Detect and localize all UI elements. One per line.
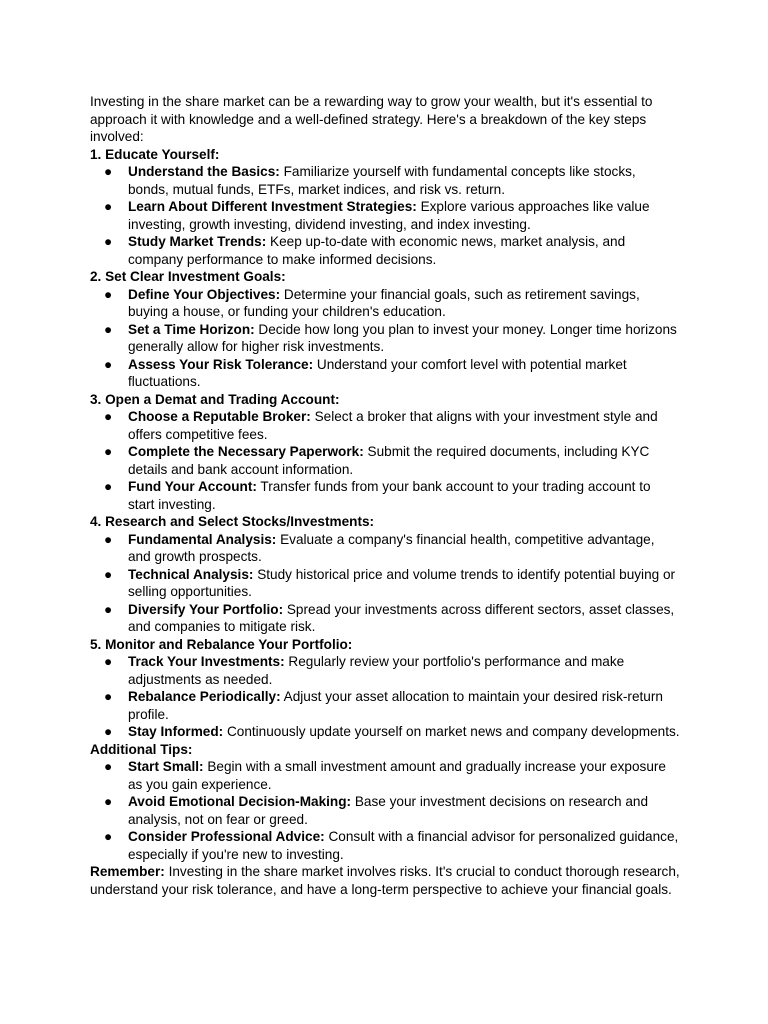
list-item bbox=[90, 828, 680, 863]
item-text: Select a broker that aligns with your investment style and offers competitive fees. bbox=[128, 409, 658, 442]
list-item bbox=[90, 198, 680, 233]
section-list-tips bbox=[90, 758, 680, 863]
section-list-account bbox=[90, 408, 680, 513]
item-term: Diversify Your Portfolio: bbox=[128, 601, 284, 617]
list-item bbox=[90, 408, 680, 443]
item-term: Complete the Necessary Paperwork: bbox=[128, 444, 364, 459]
item-term: Consider Professional Advice: bbox=[128, 829, 325, 844]
item-term: Track Your Investments: bbox=[128, 654, 285, 669]
bullet-icon: ● bbox=[104, 759, 113, 774]
list-item bbox=[90, 163, 680, 198]
list-item bbox=[90, 443, 680, 478]
item-text: Adjust your asset allocation to maintain your desired risk-return profile. bbox=[128, 689, 663, 722]
item-term: Fund Your Account: bbox=[128, 479, 257, 494]
list-item bbox=[90, 793, 680, 828]
section-list-educate bbox=[90, 163, 680, 268]
item-term: Learn About Different Investment Strategies: bbox=[128, 199, 417, 214]
list-item bbox=[90, 758, 680, 793]
section-heading-goals: 2. Set Clear Investment Goals: bbox=[90, 269, 286, 284]
bullet-icon: ● bbox=[104, 531, 113, 547]
list-item bbox=[90, 321, 680, 356]
item-text: Consult with a financial advisor for personalized guidance, especially if you're new to investing. bbox=[128, 829, 679, 862]
item-text: Study historical price and volume trends to identify potential buying or selling opportunities. bbox=[128, 566, 676, 599]
bullet-icon: ● bbox=[104, 321, 113, 337]
item-term: Avoid Emotional Decision-Making: bbox=[128, 794, 352, 809]
bullet-icon: ● bbox=[104, 829, 113, 844]
item-term: Start Small: bbox=[128, 759, 204, 774]
item-text: Understand your comfort level with potential market fluctuations. bbox=[128, 356, 627, 389]
list-item bbox=[90, 723, 680, 741]
list-item bbox=[90, 356, 680, 391]
list-item bbox=[90, 653, 680, 688]
section-heading-tips: Additional Tips: bbox=[90, 741, 193, 757]
intro-paragraph: Investing in the share market can be a rewarding way to grow your wealth, but it's essential to approach it with knowledge and a well-defined strategy. Here's a breakdown of the key steps involved: bbox=[90, 94, 653, 144]
item-text: Evaluate a company's financial health, competitive advantage, and growth prospects. bbox=[128, 531, 655, 564]
remember-text: Investing in the share market involves risks. It's crucial to conduct thorough research, understand your risk tolerance, and have a long-term perspective to achieve your financial goals. bbox=[90, 864, 680, 897]
section-heading-account: 3. Open a Demat and Trading Account: bbox=[90, 391, 340, 407]
item-term: Define Your Objectives: bbox=[128, 286, 281, 302]
bullet-icon: ● bbox=[104, 286, 113, 302]
item-term: Assess Your Risk Tolerance: bbox=[128, 356, 314, 372]
list-item bbox=[90, 566, 680, 601]
item-text: Familiarize yourself with fundamental concepts like stocks, bonds, mutual funds, ETFs, market indices, and risk vs. return. bbox=[128, 164, 636, 197]
item-term: Set a Time Horizon: bbox=[128, 321, 255, 337]
bullet-icon: ● bbox=[104, 356, 113, 372]
bullet-icon: ● bbox=[104, 566, 113, 582]
section-list-goals bbox=[90, 286, 680, 391]
item-term: Rebalance Periodically: bbox=[128, 689, 281, 704]
bullet-icon: ● bbox=[104, 724, 113, 739]
document-body bbox=[90, 93, 680, 898]
list-item bbox=[90, 531, 680, 566]
bullet-icon: ● bbox=[104, 444, 113, 459]
item-term: Fundamental Analysis: bbox=[128, 531, 277, 547]
item-term: Choose a Reputable Broker: bbox=[128, 409, 311, 424]
section-list-monitor bbox=[90, 653, 680, 741]
item-text: Submit the required documents, including KYC details and bank account information. bbox=[128, 444, 650, 477]
bullet-icon: ● bbox=[104, 689, 113, 704]
section-list-research bbox=[90, 531, 680, 636]
list-item bbox=[90, 233, 680, 268]
item-text: Keep up-to-date with economic news, market analysis, and company performance to make informed decisions. bbox=[128, 234, 626, 267]
item-text: Decide how long you plan to invest your money. Longer time horizons generally allow for higher risk investments. bbox=[128, 321, 677, 354]
item-text: Continuously update yourself on market news and company developments. bbox=[223, 724, 680, 739]
bullet-icon: ● bbox=[104, 164, 113, 179]
bullet-icon: ● bbox=[104, 654, 113, 669]
remember-paragraph bbox=[90, 863, 680, 898]
section-heading-monitor: 5. Monitor and Rebalance Your Portfolio: bbox=[90, 636, 353, 652]
remember-term: Remember: bbox=[90, 864, 165, 879]
bullet-icon: ● bbox=[104, 794, 113, 809]
bullet-icon: ● bbox=[104, 479, 113, 494]
item-text: Regularly review your portfolio's performance and make adjustments as needed. bbox=[128, 654, 625, 687]
list-item bbox=[90, 688, 680, 723]
list-item bbox=[90, 478, 680, 513]
bullet-icon: ● bbox=[104, 234, 113, 249]
item-term: Technical Analysis: bbox=[128, 566, 254, 582]
item-text: Begin with a small investment amount and gradually increase your exposure as you gain experience. bbox=[128, 759, 666, 792]
item-text: Transfer funds from your bank account to your trading account to start investing. bbox=[128, 479, 651, 512]
section-heading-educate: 1. Educate Yourself: bbox=[90, 146, 220, 162]
bullet-icon: ● bbox=[104, 199, 113, 214]
bullet-icon: ● bbox=[104, 601, 113, 617]
list-item bbox=[90, 601, 680, 636]
bullet-icon: ● bbox=[104, 409, 113, 424]
item-text: Base your investment decisions on research and analysis, not on fear or greed. bbox=[128, 794, 649, 827]
item-text: Determine your financial goals, such as retirement savings, buying a house, or funding your children's education. bbox=[128, 286, 640, 319]
list-item bbox=[90, 286, 680, 321]
section-heading-research: 4. Research and Select Stocks/Investments: bbox=[90, 514, 375, 529]
item-term: Understand the Basics: bbox=[128, 164, 280, 179]
item-text: Explore various approaches like value investing, growth investing, dividend investing, and index investing. bbox=[128, 199, 650, 232]
item-term: Study Market Trends: bbox=[128, 234, 267, 249]
item-text: Spread your investments across different sectors, asset classes, and companies to mitigate risk. bbox=[128, 601, 675, 634]
item-term: Stay Informed: bbox=[128, 724, 224, 739]
